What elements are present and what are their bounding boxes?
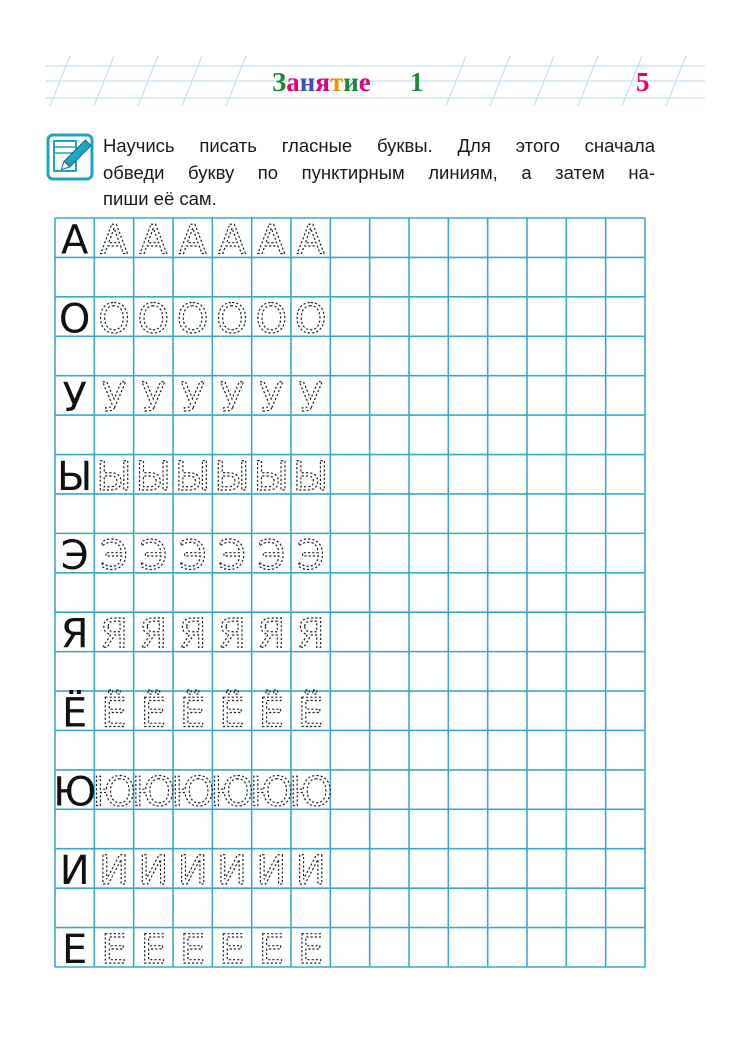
trace-letter: О — [255, 296, 288, 343]
trace-letter: Е — [298, 927, 324, 974]
trace-letter: Ю — [171, 769, 215, 816]
sample-letter: Ю — [53, 769, 97, 816]
trace-letter: Е — [180, 927, 206, 974]
trace-letter: Ю — [289, 769, 333, 816]
trace-letter: У — [259, 375, 284, 422]
trace-letter: Ю — [131, 769, 175, 816]
trace-letter: У — [298, 375, 323, 422]
trace-letter: У — [141, 375, 166, 422]
trace-letter: О — [98, 296, 130, 343]
trace-letter: Э — [296, 532, 325, 579]
trace-letter: Ы — [253, 454, 289, 501]
trace-letter: Э — [257, 532, 286, 579]
instructions-line-1: Научись писать гласные буквы. Для этого сначала — [103, 135, 655, 156]
sample-letter: У — [62, 375, 87, 422]
sample-letter: А — [60, 217, 89, 264]
trace-letter: Э — [139, 532, 168, 579]
trace-letter: И — [256, 848, 287, 895]
trace-letter: Ё — [140, 690, 166, 737]
trace-letter: Я — [100, 611, 128, 658]
trace-letter: О — [294, 296, 327, 343]
trace-letter: И — [99, 848, 129, 895]
trace-letter: Ы — [96, 454, 132, 501]
trace-letter: Ё — [298, 690, 324, 737]
trace-letter: И — [138, 848, 169, 895]
trace-letter: Я — [296, 611, 325, 658]
trace-letter: Ы — [293, 454, 329, 501]
trace-letter: Ю — [92, 769, 136, 816]
trace-letter: А — [218, 217, 246, 264]
trace-letter: Ё — [219, 690, 245, 737]
sample-letter: Я — [60, 611, 89, 658]
lesson-title: Занятие — [272, 67, 371, 97]
sample-letter: И — [59, 848, 90, 895]
trace-letter: Е — [140, 927, 166, 974]
trace-letter: А — [178, 217, 207, 264]
trace-letter: Ы — [214, 454, 250, 501]
sample-letter: О — [58, 296, 91, 343]
trace-letter: Ы — [175, 454, 211, 501]
sample-letter: Ы — [57, 454, 93, 501]
trace-letter: У — [180, 375, 205, 422]
trace-letter: Ё — [101, 690, 127, 737]
trace-letter: У — [101, 375, 127, 422]
trace-letter: Я — [178, 611, 207, 658]
trace-letter: Э — [178, 532, 207, 579]
trace-letter: А — [257, 217, 286, 264]
trace-letter: О — [137, 296, 170, 343]
trace-letter: И — [295, 848, 326, 895]
trace-letter: Ё — [258, 690, 284, 737]
trace-letter: И — [177, 848, 208, 895]
trace-letter: Ю — [210, 769, 254, 816]
trace-letter: Ё — [180, 690, 206, 737]
sample-letter: Э — [60, 532, 89, 579]
trace-letter: Э — [218, 532, 246, 579]
trace-letter: Я — [139, 611, 168, 658]
trace-letter: О — [176, 296, 209, 343]
trace-letter: Е — [258, 927, 284, 974]
trace-letter: Я — [218, 611, 246, 658]
instructions-line-2: обведи букву по пунктирным линиям, а затем на- — [103, 161, 655, 183]
trace-letter: И — [217, 848, 247, 895]
sample-letter: Е — [62, 927, 88, 974]
trace-letter: А — [100, 217, 128, 264]
sample-letter: Ё — [62, 690, 88, 737]
trace-letter: А — [296, 217, 325, 264]
page-number: 5 — [636, 67, 650, 97]
instructions-line-3: пиши её сам. — [103, 188, 217, 209]
trace-letter: Я — [257, 611, 286, 658]
trace-letter: А — [139, 217, 168, 264]
trace-letter: Е — [101, 927, 127, 974]
trace-letter: Э — [100, 532, 128, 579]
trace-letter: Е — [219, 927, 245, 974]
trace-letter: О — [216, 296, 248, 343]
lesson-number: 1 — [410, 67, 424, 97]
trace-letter: У — [219, 375, 245, 422]
trace-letter: Ы — [135, 454, 171, 501]
trace-letter: Ю — [249, 769, 293, 816]
